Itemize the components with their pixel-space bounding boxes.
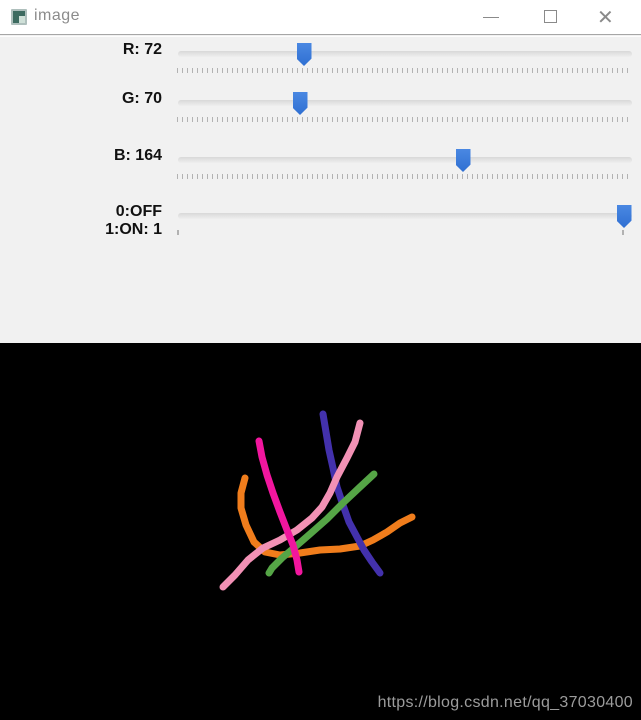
- trackbar-handle-g[interactable]: [293, 92, 308, 115]
- trackbar-label-g: G: 70: [121, 90, 162, 107]
- window-title: image: [34, 7, 81, 24]
- trackbar-row-g: [0, 88, 641, 132]
- minimize-icon: [483, 17, 499, 18]
- paint-strokes: [0, 343, 641, 720]
- trackbar-tick-max: [622, 230, 624, 235]
- trackbar-tick-min: [177, 230, 179, 235]
- trackbar-row-r: [0, 39, 641, 83]
- trackbar-handle-r[interactable]: [297, 43, 312, 66]
- titlebar[interactable]: [0, 0, 641, 35]
- trackbar-track-g[interactable]: [178, 100, 632, 106]
- trackbar-panel: [0, 36, 641, 343]
- paint-canvas[interactable]: [0, 343, 641, 720]
- trackbar-ticks-r: [177, 68, 629, 73]
- trackbar-row-b: [0, 145, 641, 189]
- trackbar-label-switch: 0:OFF 1:ON: 1: [105, 203, 162, 238]
- trackbar-handle-b[interactable]: [456, 149, 471, 172]
- trackbar-label-r: R: 72: [122, 41, 162, 58]
- trackbar-track-r[interactable]: [178, 51, 632, 57]
- minimize-button[interactable]: [468, 0, 514, 35]
- watermark-text: https://blog.csdn.net/qq_37030400: [377, 694, 633, 711]
- maximize-button[interactable]: [528, 0, 574, 35]
- trackbar-handle-switch[interactable]: [617, 205, 632, 228]
- app-image-icon: [11, 9, 27, 25]
- trackbar-ticks-g: [177, 117, 629, 122]
- trackbar-track-b[interactable]: [178, 157, 632, 163]
- close-icon: ✕: [597, 7, 614, 29]
- close-button[interactable]: [588, 0, 634, 35]
- trackbar-label-b: B: 164: [113, 147, 162, 164]
- trackbar-track-switch[interactable]: [178, 213, 632, 219]
- maximize-icon: [544, 10, 557, 23]
- trackbar-row-switch: [0, 201, 641, 245]
- trackbar-ticks-b: [177, 174, 629, 179]
